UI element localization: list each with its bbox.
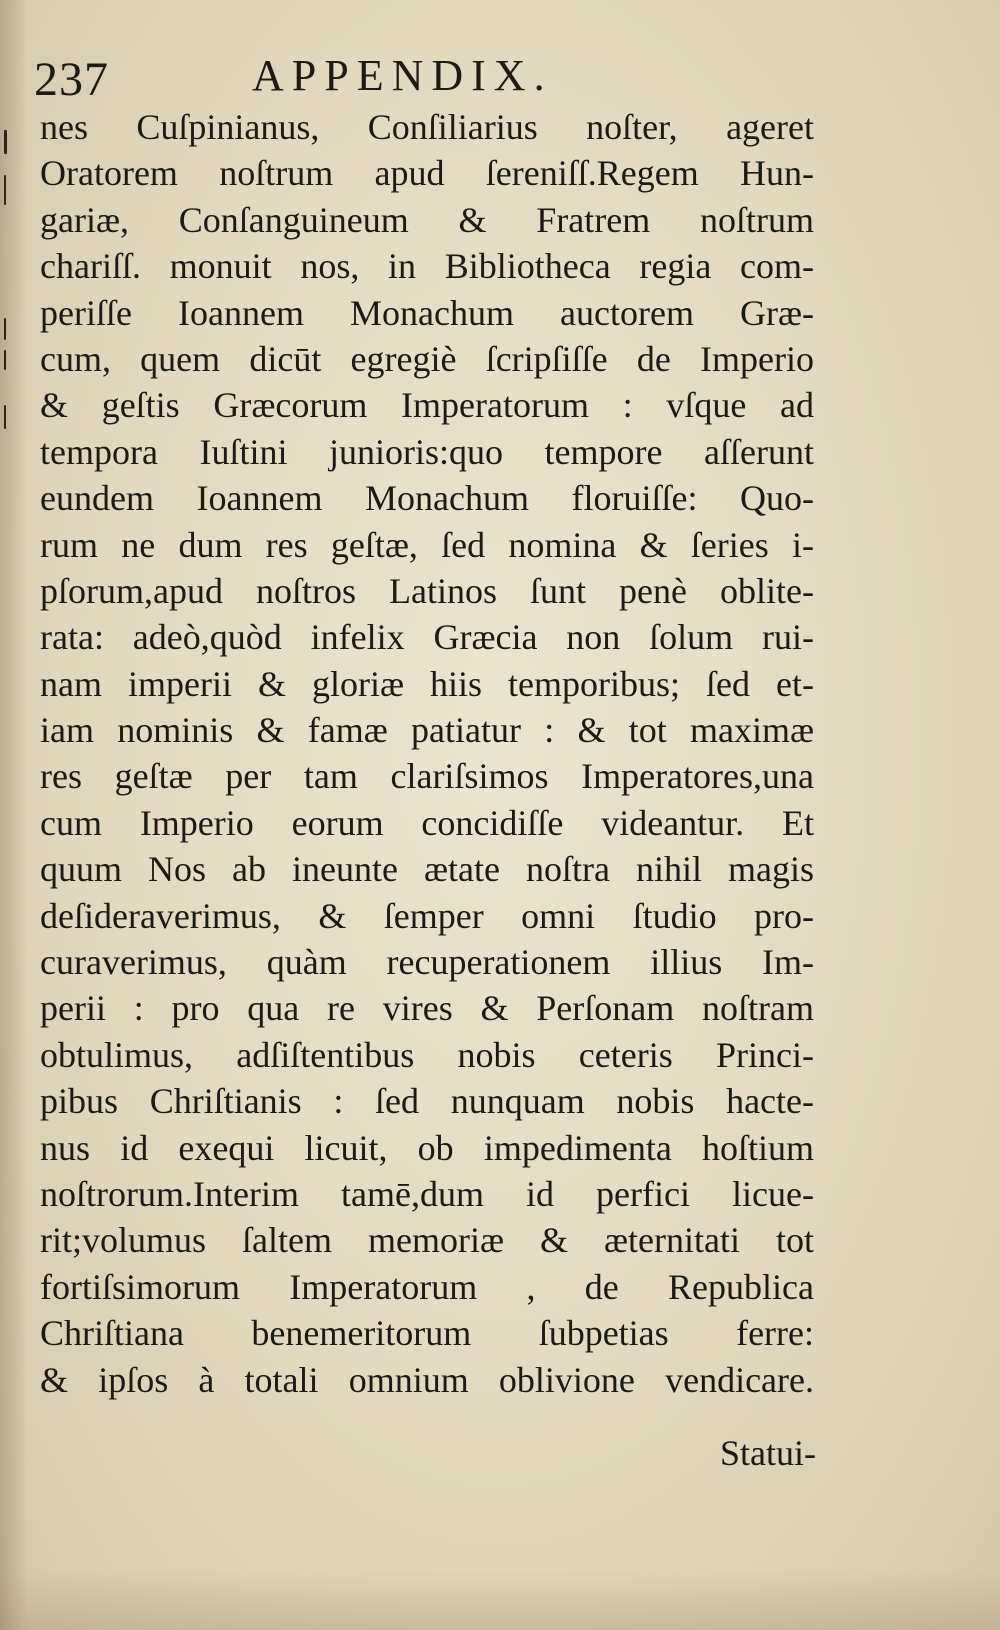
text-line: chariſſ. monuit nos, in Bibliotheca regia com- [40,246,814,287]
text-line: cum Imperio eorum concidiſſe videantur. Et [40,802,814,843]
text-line: Chriſtiana benemeritorum ſubpetias ferre: [40,1313,814,1354]
text-line: nam imperii & gloriæ hiis temporibus; ſed et- [40,663,814,704]
text-line: rum ne dum res geſtæ, ſed nomina & ſeries i- [40,524,814,565]
text-line: curaverimus, quàm recuperationem illius Im- [40,942,814,983]
text-line: tempora Iuſtini junioris:quo tempore aſſerunt [40,431,814,472]
text-line: obtulimus, adſiſtentibus nobis ceteris Princi- [40,1034,814,1075]
text-line: nus id exequi licuit, ob impedimenta hoſtium [40,1127,814,1168]
running-head: APPENDIX. [252,51,553,100]
text-line: eundem Ioannem Monachum floruiſſe: Quo- [40,478,814,519]
text-line: noſtrorum.Interim tamē,dum id perfici licue- [40,1173,814,1214]
text-line: pſorum,apud noſtros Latinos ſunt penè oblite- [40,570,814,611]
text-line: rata: adeò,quòd infelix Græcia non ſolum rui- [40,617,814,658]
margin-mark [4,405,6,429]
page-header [34,40,834,110]
text-line: gariæ, Conſanguineum & Fratrem noſtrum [40,199,814,240]
page-number: 237 [34,53,109,106]
text-line: periſſe Ioannem Monachum auctorem Græ- [40,292,814,333]
text-line: rit;volumus ſaltem memoriæ & æternitati tot [40,1220,814,1261]
body-text [40,104,814,1403]
text-line: fortiſsimorum Imperatorum , de Republica [40,1266,814,1307]
page-bottom-shadow [0,1570,1000,1630]
margin-mark [4,350,6,370]
text-line: nes Cuſpinianus, Conſiliarius noſter, ageret [40,107,814,147]
text-line: Oratorem noſtrum apud ſereniſſ.Regem Hun- [40,153,814,194]
text-line: & geſtis Græcorum Imperatorum : vſque ad [40,385,814,426]
text-line: quum Nos ab ineunte ætate noſtra nihil magis [40,849,814,890]
text-line: deſideraverimus, & ſemper omni ſtudio pro- [40,895,814,936]
text-line: & ipſos à totali omnium oblivione vendicare. [40,1359,814,1400]
margin-mark [4,175,6,205]
margin-mark [4,130,7,154]
text-line: pibus Chriſtianis : ſed nunquam nobis hacte- [40,1081,814,1122]
text-line: iam nominis & famæ patiatur : & tot maximæ [40,710,814,751]
catchword: Statui- [720,1433,816,1473]
margin-mark [4,318,6,340]
text-line: cum, quem dicūt egregiè ſcripſiſſe de Imperio [40,338,814,379]
text-line: res geſtæ per tam clariſsimos Imperatores,una [40,756,814,797]
text-line: perii : pro qua re vires & Perſonam noſtram [40,988,814,1029]
page-gutter-shadow [0,0,28,1630]
